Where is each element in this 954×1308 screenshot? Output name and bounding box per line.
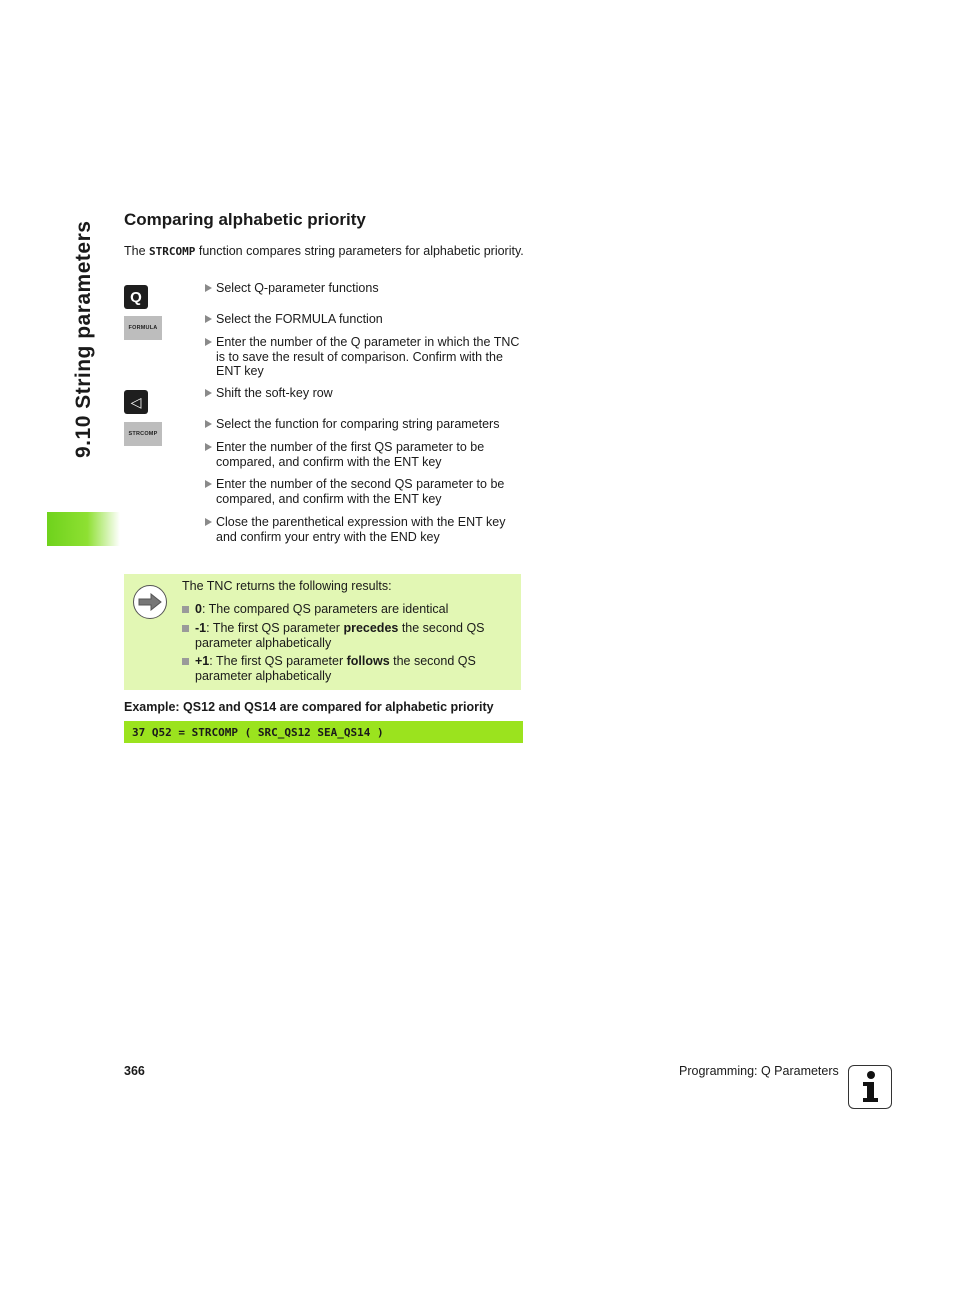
step-arrow-icon [205, 518, 212, 526]
result-text-pre: : The first QS parameter [206, 621, 344, 635]
example-title: Example: QS12 and QS14 are compared for alphabetic priority [124, 700, 494, 714]
result-item [182, 654, 525, 683]
step-arrow-icon [205, 443, 212, 451]
section-heading: Comparing alphabetic priority [124, 210, 366, 229]
step-text: Select the FORMULA function [216, 312, 383, 326]
step-item [205, 312, 536, 327]
info-icon [848, 1065, 892, 1109]
step-arrow-icon [205, 284, 212, 292]
shift-key-label: ◁ [130, 393, 142, 410]
step-item [205, 477, 521, 506]
step-arrow-icon [205, 389, 212, 397]
step-item [205, 417, 536, 432]
step-text: Close the parenthetical expression with the ENT key and confirm your entry with the END key [216, 515, 506, 544]
step-arrow-icon [205, 420, 212, 428]
intro-code: STRCOMP [149, 245, 196, 258]
result-emphasis: precedes [343, 621, 399, 635]
result-text: : The compared QS parameters are identical [201, 602, 449, 616]
example-code-line: 37 Q52 = STRCOMP ( SRC_QS12 SEA_QS14 ) [124, 721, 523, 743]
footer-chapter-title: Programming: Q Parameters [679, 1064, 839, 1078]
result-value: -1 [195, 621, 207, 635]
result-value: +1 [195, 654, 210, 668]
bullet-square-icon [182, 658, 189, 665]
strcomp-softkey-icon [124, 422, 162, 446]
result-value: 0 [195, 602, 202, 616]
step-text: Enter the number of the Q parameter in which the TNC is to save the result of comparison. Confirm with the ENT key [216, 335, 520, 378]
intro-text-pre: The [124, 244, 150, 258]
step-text: Select Q-parameter functions [216, 281, 379, 295]
chapter-marker-bar [47, 512, 120, 546]
step-text: Shift the soft-key row [216, 386, 333, 400]
q-key-icon [124, 285, 148, 309]
intro-text-post: function compares string parameters for alphabetic priority. [195, 244, 524, 258]
step-text: Select the function for comparing string parameters [216, 417, 500, 431]
result-item [182, 621, 525, 650]
strcomp-softkey-label: STRCOMP [128, 431, 158, 437]
bullet-square-icon [182, 606, 189, 613]
step-item [205, 440, 511, 469]
note-box [124, 574, 521, 690]
step-item [205, 281, 536, 296]
result-item [182, 602, 525, 617]
result-text-pre: : The first QS parameter [209, 654, 347, 668]
formula-softkey-icon [124, 316, 162, 340]
result-text-post: the second QS parameter alphabetically [195, 621, 485, 650]
arrow-right-icon [133, 585, 167, 619]
result-emphasis: follows [346, 654, 390, 668]
step-arrow-icon [205, 315, 212, 323]
step-item [205, 515, 521, 544]
bullet-square-icon [182, 625, 189, 632]
step-arrow-icon [205, 338, 212, 346]
formula-softkey-label: FORMULA [128, 325, 158, 331]
q-key-label: Q [130, 288, 142, 306]
step-item [205, 386, 536, 401]
shift-softkey-row-icon [124, 390, 148, 414]
intro-paragraph [124, 244, 524, 260]
chapter-section-title: 9.10 String parameters [72, 220, 95, 458]
page-number: 366 [124, 1064, 145, 1078]
result-text-post: the second QS parameter alphabetically [195, 654, 476, 683]
step-item [205, 335, 521, 379]
step-text: Enter the number of the second QS parameter to be compared, and confirm with the ENT key [216, 477, 505, 506]
note-heading: The TNC returns the following results: [182, 579, 392, 593]
step-text: Enter the number of the first QS parameter to be compared, and confirm with the ENT key [216, 440, 485, 469]
step-arrow-icon [205, 480, 212, 488]
